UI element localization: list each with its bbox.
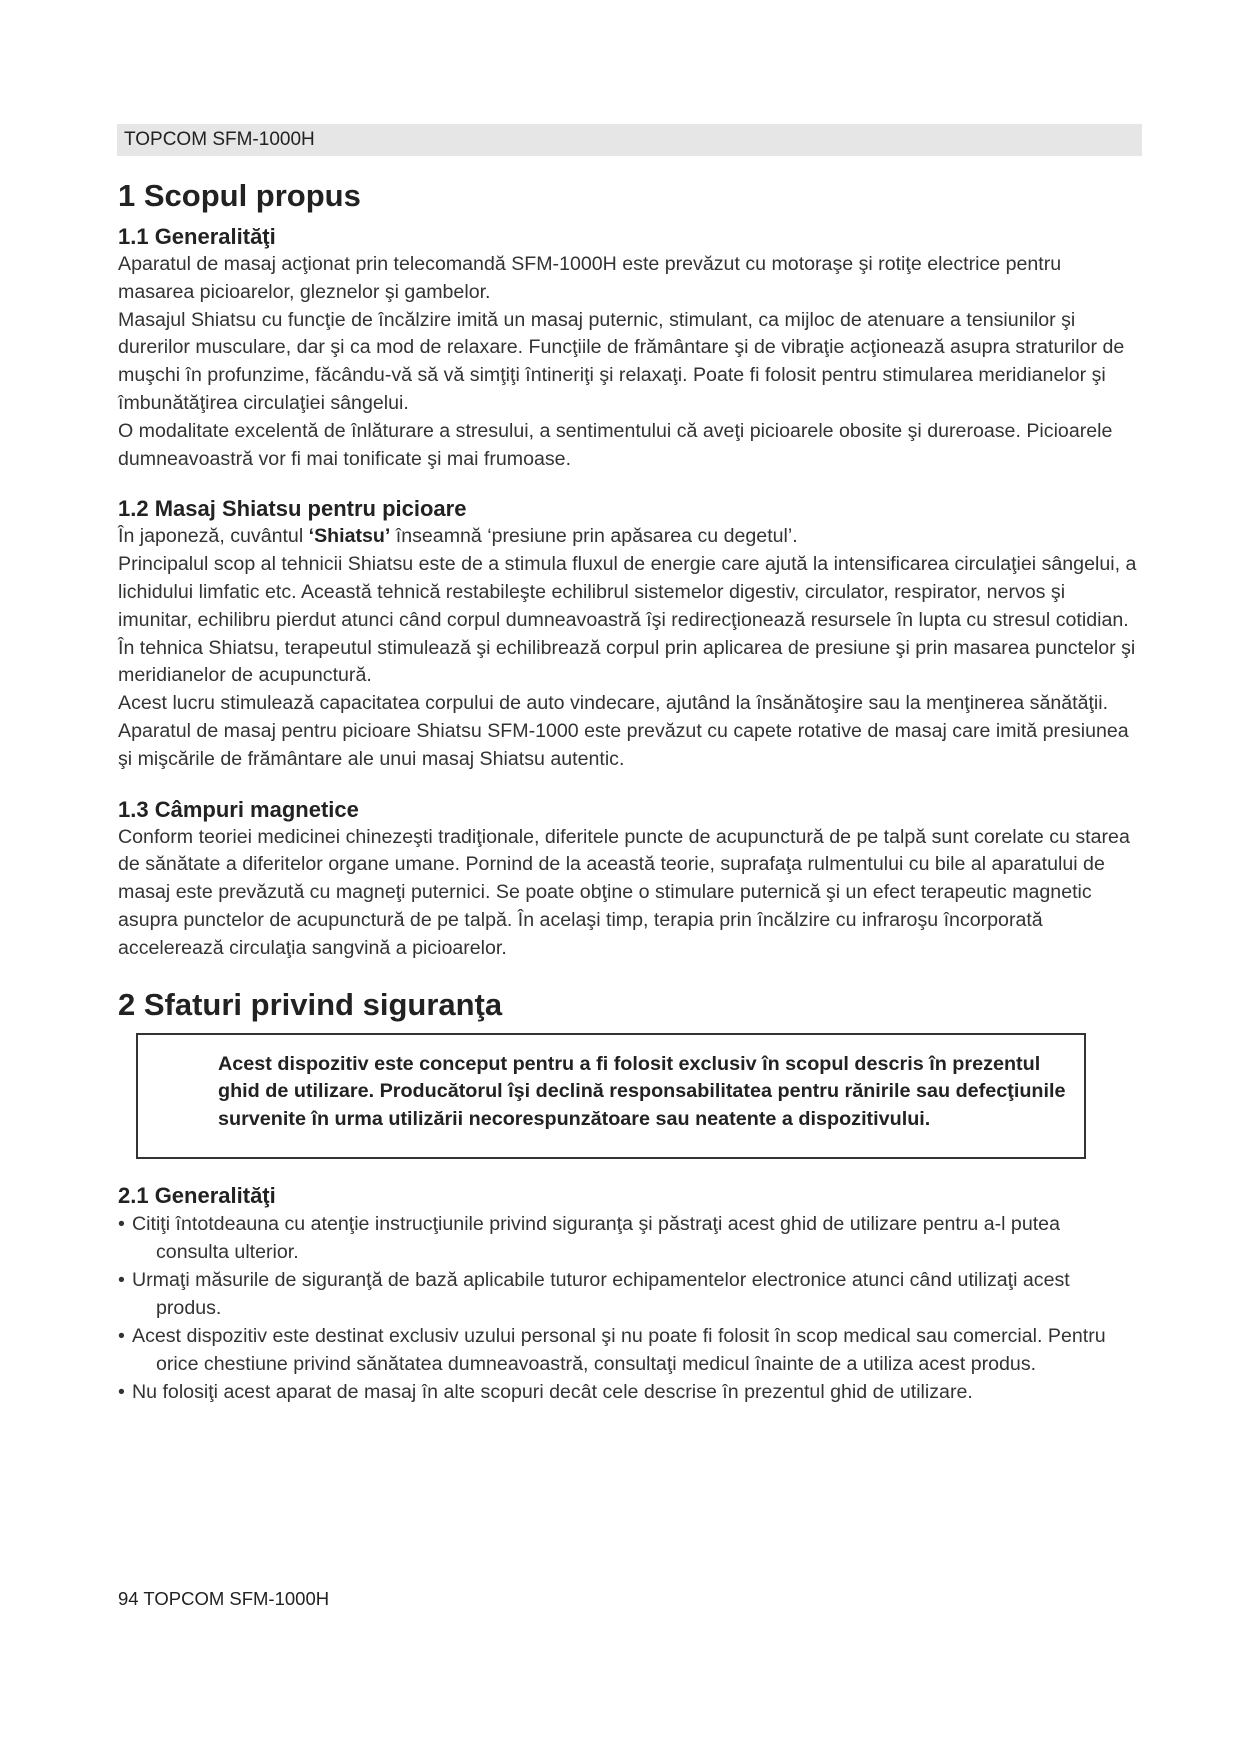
section-1-2-intro bbox=[118, 523, 1138, 551]
list-item bbox=[118, 1266, 1138, 1322]
list-item-text: Nu folosiţi acest aparat de masaj în alte scopuri decât cele descrise în prezentul ghid de utilizare. bbox=[132, 1381, 973, 1404]
section-1-2-title: 1.2 Masaj Shiatsu pentru picioare bbox=[118, 496, 467, 522]
section-1-1-paragraph: Aparatul de masaj acţionat prin telecomandă SFM-1000H este prevăzut cu motoraşe şi rotiţe electrice pentru masarea picioarelor, gleznelor şi gambelor. bbox=[118, 253, 1062, 303]
list-item-text: Acest dispozitiv este destinat exclusiv uzului personal şi nu poate fi folosit în scop medical sau comercial. Pentru orice chestiune privind sănătatea dumneavoastră, consultaţi medicul înainte de a utiliza acest produs. bbox=[132, 1325, 1106, 1376]
shiatsu-term: ‘Shiatsu’ bbox=[308, 525, 391, 548]
list-item-text: Urmaţi măsurile de siguranţă de bază aplicabile tuturor echipamentelor electronice atunci când utilizaţi acest produs. bbox=[132, 1269, 1070, 1320]
running-header bbox=[117, 124, 1142, 156]
section-1-2-paragraph: Acest lucru stimulează capacitatea corpului de auto vindecare, ajutând la însănătoşire sau la menţinerea sănătăţii. bbox=[118, 692, 1109, 715]
section-1-2-paragraph: În tehnica Shiatsu, terapeutul stimulează şi echilibrează corpul prin aplicarea de presiune şi prin masarea punctelor şi meridianelor de acupunctură. bbox=[118, 636, 1136, 687]
section-2-title: 2 Sfaturi privind siguranţa bbox=[118, 986, 503, 1022]
section-1-3-title: 1.3 Câmpuri magnetice bbox=[118, 796, 359, 822]
list-item bbox=[118, 1210, 1138, 1266]
section-1-2-paragraph: Aparatul de masaj pentru picioare Shiatsu SFM-1000 este prevăzut cu capete rotative de masaj care imită presiunea şi mişcările de frământare ale unui masaj Shiatsu autentic. bbox=[118, 719, 1129, 770]
section-2-1-title: 2.1 Generalităţi bbox=[118, 1183, 276, 1209]
bullet-icon: • bbox=[118, 1325, 125, 1348]
page-footer: 94 TOPCOM SFM-1000H bbox=[118, 1588, 330, 1609]
section-1-1-title: 1.1 Generalităţi bbox=[118, 224, 276, 249]
header-title: TOPCOM SFM-1000H bbox=[124, 129, 315, 150]
section-1-3-paragraph: Conform teoriei medicinei chinezeşti tradiţionale, diferitele puncte de acupunctură de pe talpă sunt corelate cu starea de sănătate a diferitelor organe umane. Pornind de la această teorie, suprafaţa rulmentului cu bile al aparatului de masaj este prevăzută cu magneţi puternici. Se poate obţine o stimulare puternică şi un efect terapeutic magnetic asupra punctelor de acupunctură de pe talpă. În acelaşi timp, terapia prin încălzire cu infraroşu încorporată accelerează circulaţia sangvină a picioarelor. bbox=[118, 825, 1130, 959]
section-1-title: 1 Scopul propus bbox=[118, 178, 361, 213]
bullet-icon: • bbox=[118, 1213, 125, 1236]
list-item-text: Citiţi întotdeauna cu atenţie instrucţiunile privind siguranţa şi păstraţi acest ghid de utilizare pentru a-l putea consulta ulterior. bbox=[132, 1213, 1060, 1264]
intro-text: înseamnă ‘presiune prin apăsarea cu degetul’. bbox=[390, 525, 798, 548]
section-1-1-paragraph: Masajul Shiatsu cu funcţie de încălzire imită un masaj puternic, stimulant, ca mijloc de atenuare a tensiunilor şi durerilor musculare, dar şi ca mod de relaxare. Funcţiile de frământare şi de vibraţie acţionează asupra straturilor de muşchi în profunzime, făcându-vă să vă simţiţi întineriţi şi relaxaţi. Poate fi folosit pentru stimularea meridianelor şi îmbunătăţirea circulaţiei sângelui. bbox=[118, 308, 1125, 414]
bullet-icon: • bbox=[118, 1269, 125, 1292]
bullet-icon: • bbox=[118, 1381, 125, 1404]
page-content bbox=[118, 176, 1138, 1406]
warning-box bbox=[136, 1033, 1086, 1160]
section-1-1-paragraph: O modalitate excelentă de înlăturare a stresului, a sentimentului că aveţi picioarele obosite şi dureroase. Picioarele dumneavoastră vor fi mai tonificate şi mai frumoase. bbox=[118, 419, 1113, 470]
warning-text: Acest dispozitiv este conceput pentru a fi folosit exclusiv în scopul descris în prezentul ghid de utilizare. Producătorul îşi declină responsabilitatea pentru rănirile sau defecţiunile survenite în urma utilizării necorespunzătoare sau neatente a dispozitivului. bbox=[218, 1052, 1066, 1130]
intro-text: În japoneză, cuvântul bbox=[118, 525, 309, 548]
safety-bullet-list bbox=[118, 1210, 1138, 1406]
section-1-2-paragraph: Principalul scop al tehnicii Shiatsu este de a stimula fluxul de energie care ajută la intensificarea circulaţiei sângelui, a lichidului limfatic etc. Această tehnică restabileşte echilibrul sistemelor digestiv, circulator, respirator, nervos şi imunitar, echilibru pierdut atunci când corpul dumneavoastră îşi redirecţionează resursele în lupta cu stresul cotidian. bbox=[118, 553, 1137, 631]
list-item bbox=[118, 1378, 1138, 1406]
list-item bbox=[118, 1322, 1138, 1378]
